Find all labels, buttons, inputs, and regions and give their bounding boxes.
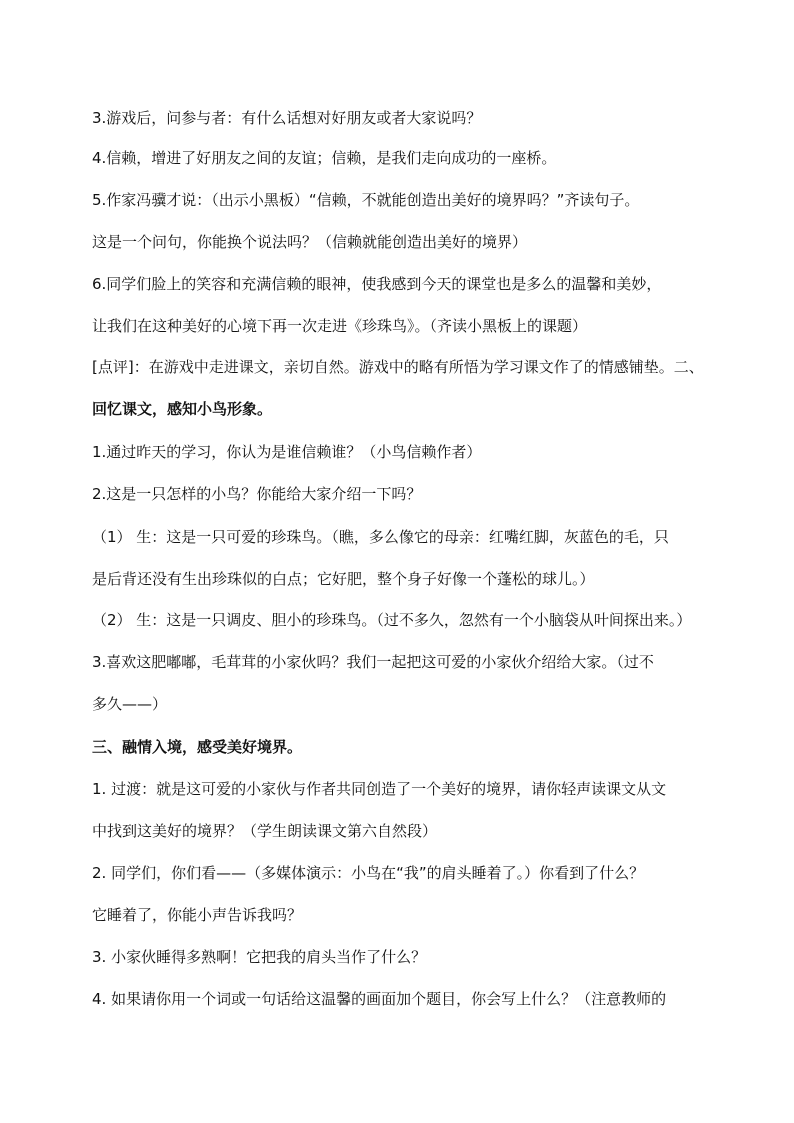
text-line: 这是一个问句，你能换个说法吗？（信赖就能创造出美好的境界） (92, 233, 528, 251)
text-line: 中找到这美好的境界？（学生朗读课文第六自然段） (92, 822, 438, 840)
section-heading-2: 回忆课文，感知小鸟形象。 (92, 400, 273, 418)
section-heading-3: 三、融情入境，感受美好境界。 (92, 738, 303, 756)
comment-line: [点评]：在游戏中走进课文，亲切自然。游戏中的略有所悟为学习课文作了的情感铺垫。二、 (92, 358, 704, 376)
text-line: 3.喜欢这肥嘟嘟，毛茸茸的小家伙吗？我们一起把这可爱的小家伙介绍给大家。（过不 (92, 653, 654, 671)
text-line: 3.游戏后，问参与者：有什么话想对好朋友或者大家说吗？ (92, 109, 482, 127)
text-line: 2.这是一只怎样的小鸟？你能给大家介绍一下吗？ (92, 485, 422, 503)
text-line: 是后背还没有生出珍珠似的白点；它好肥，整个身子好像一个蓬松的球儿。） (92, 570, 595, 588)
text-line: 1. 过渡：就是这可爱的小家伙与作者共同创造了一个美好的境界，请你轻声读课文从文 (92, 780, 667, 798)
text-line: （1） 生：这是一只可爱的珍珠鸟。（瞧，多么像它的母亲：红嘴红脚，灰蓝色的毛，只 (92, 528, 669, 546)
text-line: 多久——） (92, 695, 168, 713)
text-line: 6.同学们脸上的笑容和充满信赖的眼神，使我感到今天的课堂也是多么的温馨和美妙， (92, 275, 662, 293)
text-line: 4. 如果请你用一个词或一句话给这温馨的画面加个题目，你会写上什么？（注意教师的 (92, 990, 667, 1008)
text-line: 1.通过昨天的学习，你认为是谁信赖谁？（小鸟信赖作者） (92, 443, 482, 461)
text-line: 让我们在这种美好的心境下再一次走进《珍珠鸟》。（齐读小黑板上的课题） (92, 317, 588, 335)
text-line: 2. 同学们，你们看——（多媒体演示：小鸟在“我”的肩头睡着了。）你看到了什么？ (92, 864, 645, 882)
text-line: 3. 小家伙睡得多熟啊！它把我的肩头当作了什么？ (92, 948, 427, 966)
text-line: （2） 生：这是一只调皮、胆小的珍珠鸟。（过不多久，忽然有一个小脑袋从叶间探出来。） (92, 611, 692, 629)
text-line: 5.作家冯骥才说：（出示小黑板）“信赖，不就能创造出美好的境界吗？”齐读句子。 (92, 191, 640, 209)
text-line: 它睡着了，你能小声告诉我吗？ (92, 906, 303, 924)
text-line: 4.信赖，增进了好朋友之间的友谊；信赖，是我们走向成功的一座桥。 (92, 149, 557, 167)
